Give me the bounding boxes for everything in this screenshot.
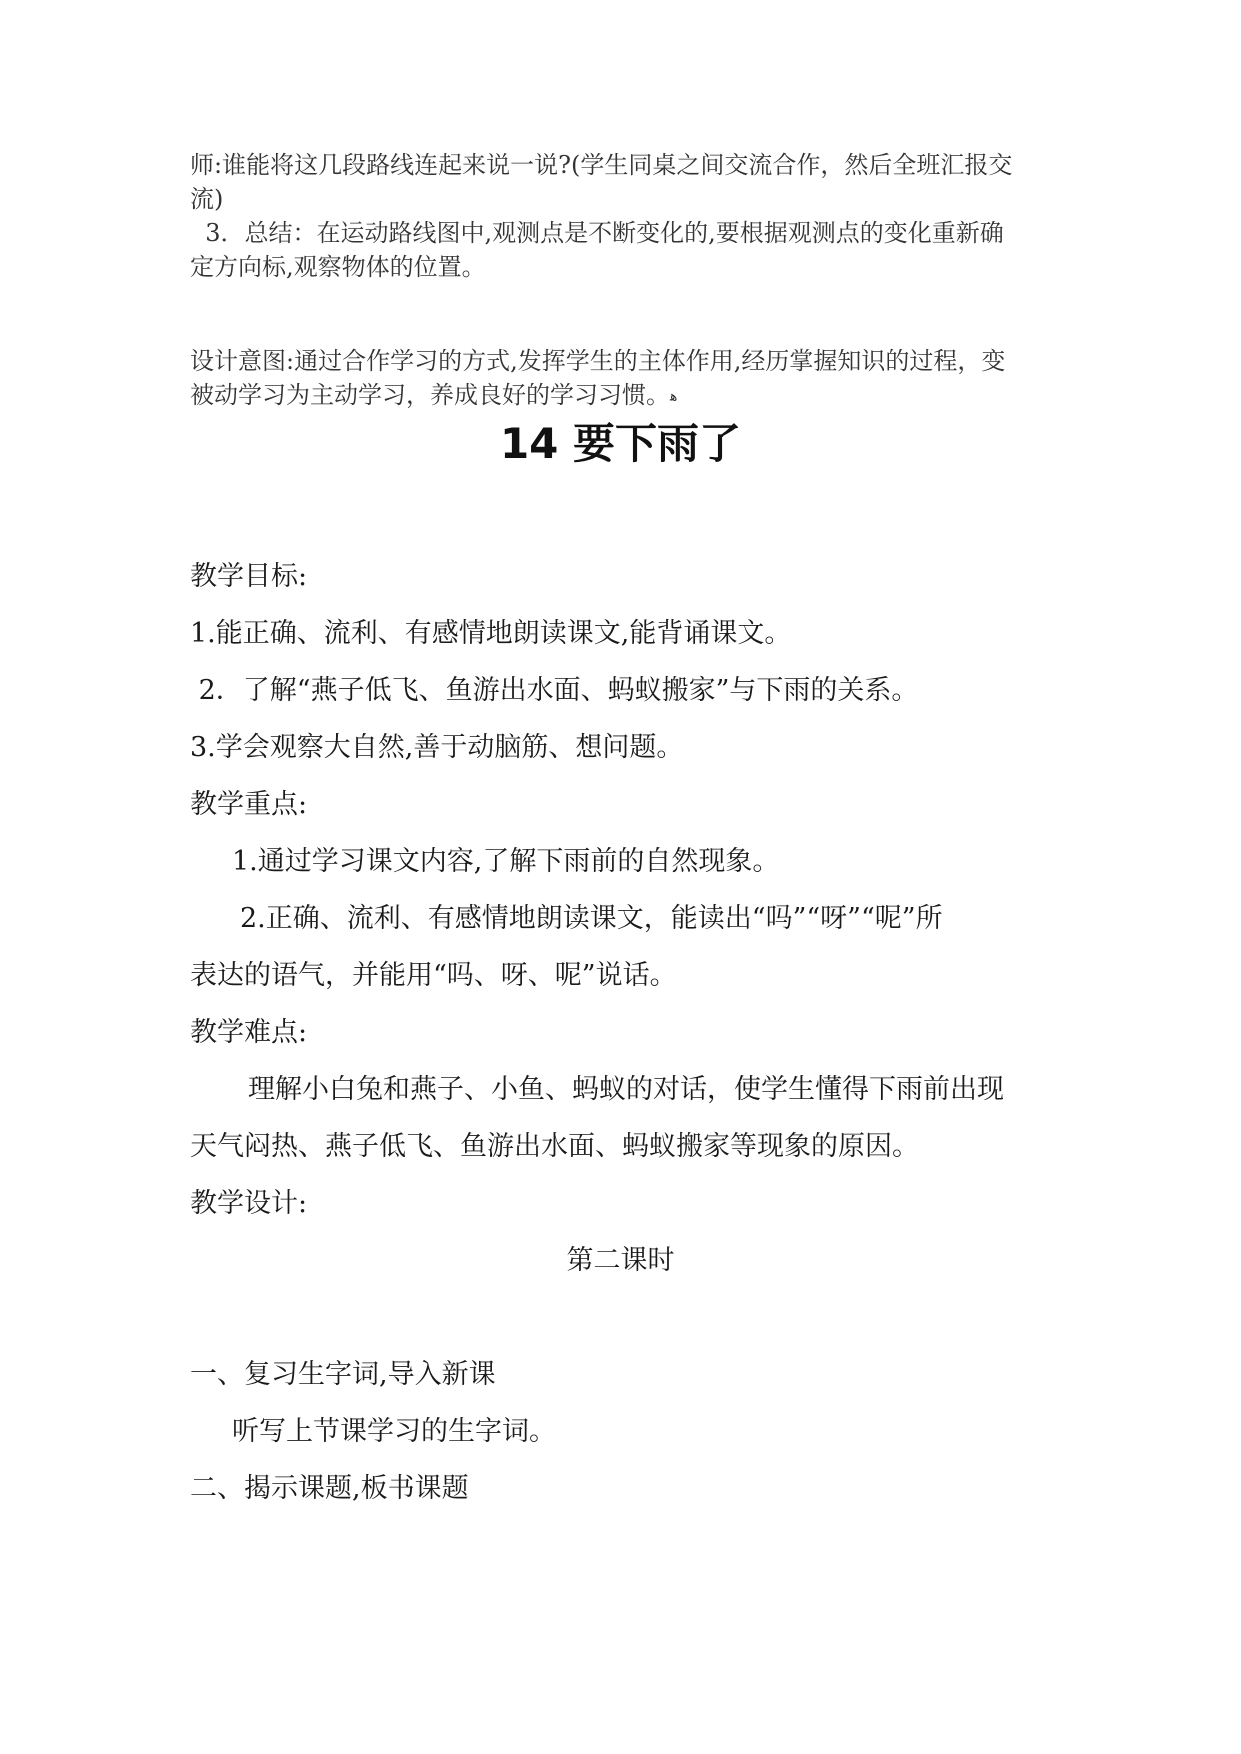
difficulty-line-2: 天气闷热、燕子低飞、鱼游出水面、蚂蚁搬家等现象的原因。 (190, 1131, 919, 1162)
objective-3: 3.学会观察大自然,善于动脑筋、想问题。 (190, 732, 684, 763)
section-1-heading: 一、复习生字词,导入新课 (190, 1359, 496, 1390)
summary-line-1: 3．总结：在运动路线图中,观测点是不断变化的,要根据观测点的变化重新确 (190, 219, 1004, 247)
keypoint-1: 1.通过学习课文内容,了解下雨前的自然现象。 (232, 846, 780, 877)
design-intent-line-2: 被动学习为主动学习，养成良好的学习习惯。 (190, 381, 670, 409)
design-intent-paragraph (190, 344, 1060, 414)
difficulty-heading: 教学难点: (190, 1017, 308, 1048)
paragraph-mark: ﻫ (670, 388, 678, 405)
keypoint-2-line-2: 表达的语气，并能用“吗、呀、呢”说话。 (190, 960, 677, 991)
objective-1: 1.能正确、流利、有感情地朗读课文,能背诵课文。 (190, 618, 792, 649)
discussion-paragraph (190, 148, 1060, 216)
discussion-line-2: 流) (190, 185, 224, 213)
objectives-heading: 教学目标: (190, 561, 308, 592)
discussion-line-1: 师:谁能将这几段路线连起来说一说?(学生同桌之间交流合作，然后全班汇报交 (190, 151, 1013, 179)
lesson-period: 第二课时 (566, 1245, 675, 1276)
lesson-title: 14 要下雨了 (499, 419, 742, 468)
summary-paragraph (190, 216, 1060, 284)
section-1-body: 听写上节课学习的生字词。 (232, 1416, 556, 1447)
section-2-heading: 二、揭示课题,板书课题 (190, 1473, 469, 1504)
keypoints-heading: 教学重点: (190, 789, 308, 820)
keypoint-2-line-1: 2.正确、流利、有感情地朗读课文，能读出“吗”“呀”“呢”所 (240, 903, 943, 934)
objective-2: 2．了解“燕子低飞、鱼游出水面、蚂蚁搬家”与下雨的关系。 (190, 675, 919, 706)
design-intent-line-1: 设计意图:通过合作学习的方式,发挥学生的主体作用,经历掌握知识的过程，变 (190, 347, 1006, 375)
summary-line-2: 定方向标,观察物体的位置。 (190, 253, 486, 281)
difficulty-line-1: 理解小白兔和燕子、小鱼、蚂蚁的对话，使学生懂得下雨前出现 (248, 1074, 1004, 1105)
design-heading: 教学设计: (190, 1188, 308, 1219)
